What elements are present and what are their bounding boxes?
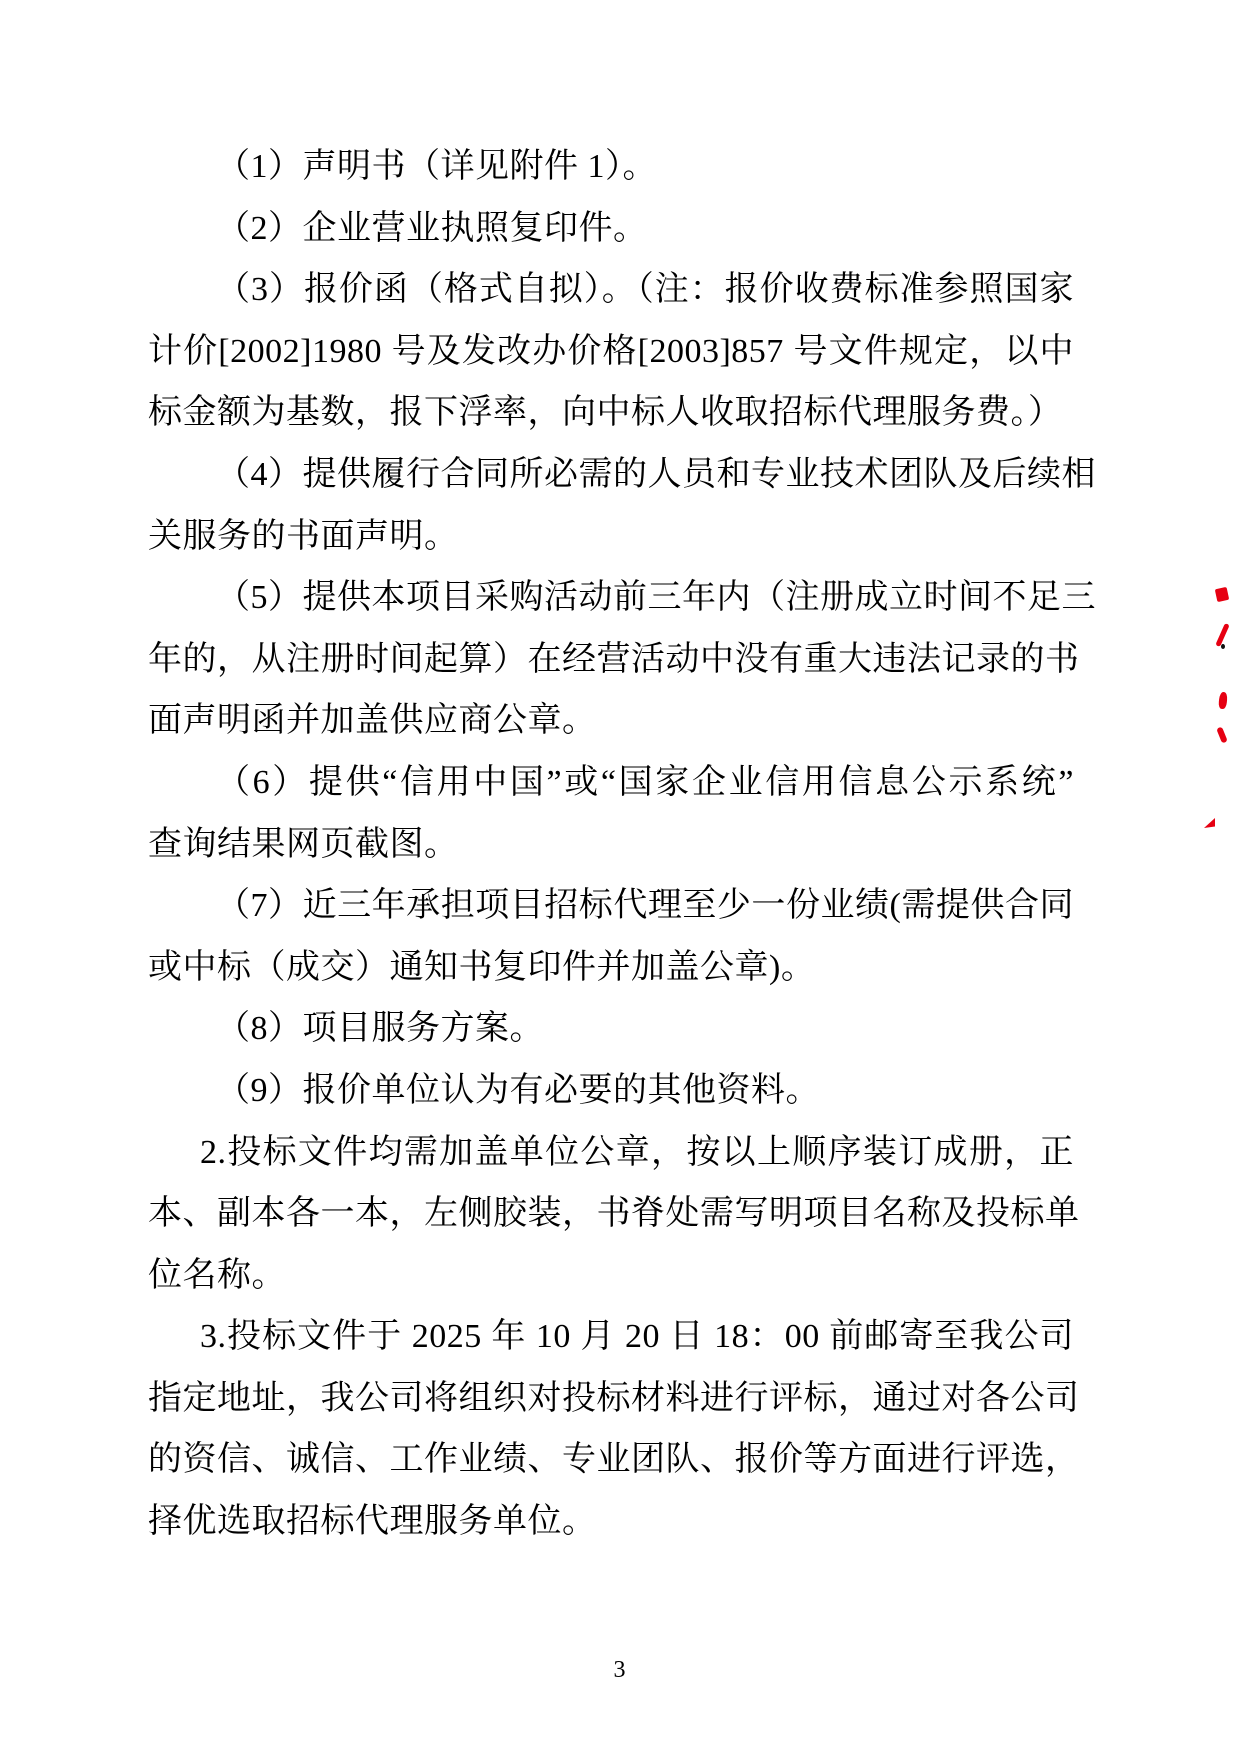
- red-ink-artifact: [1215, 587, 1229, 602]
- text-line: （7）近三年承担项目招标代理至少一份业绩(需提供合同: [216, 887, 1074, 925]
- speck-artifact: [1221, 644, 1225, 649]
- text-line: （5）提供本项目采购活动前三年内（注册成立时间不足三: [216, 579, 1096, 617]
- text-line: 择优选取招标代理服务单位。: [148, 1503, 597, 1541]
- text-line: 3.投标文件于 2025 年 10 月 20 日 18：00 前邮寄至我公司: [200, 1318, 1074, 1356]
- text-line: 面声明函并加盖供应商公章。: [148, 702, 597, 740]
- text-line: （2）企业营业执照复印件。: [216, 209, 648, 247]
- red-ink-artifact: [1216, 726, 1228, 743]
- text-line: 位名称。: [148, 1256, 286, 1294]
- red-ink-artifact: [1204, 818, 1215, 828]
- text-line: 指定地址，我公司将组织对投标材料进行评标，通过对各公司: [148, 1379, 1080, 1417]
- red-ink-artifact: [1218, 692, 1228, 710]
- text-line: 年的，从注册时间起算）在经营活动中没有重大违法记录的书: [148, 640, 1080, 678]
- page-number: 3: [613, 1657, 626, 1683]
- text-line: （6）提供“信用中国”或“国家企业信用信息公示系统”: [216, 763, 1074, 801]
- text-line: 或中标（成交）通知书复印件并加盖公章)。: [148, 948, 816, 986]
- text-line: 本、副本各一本，左侧胶装，书脊处需写明项目名称及投标单: [148, 1195, 1080, 1233]
- text-line: 关服务的书面声明。: [148, 517, 459, 555]
- text-line: 标金额为基数，报下浮率，向中标人收取招标代理服务费。）: [148, 394, 1063, 432]
- text-line: （9）报价单位认为有必要的其他资料。: [216, 1071, 820, 1109]
- text-line: 查询结果网页截图。: [148, 825, 459, 863]
- text-line: （1）声明书（详见附件 1）。: [216, 148, 657, 185]
- text-line: 的资信、诚信、工作业绩、专业团队、报价等方面进行评选，: [148, 1441, 1080, 1479]
- text-line: 计价[2002]1980 号及发改办价格[2003]857 号文件规定，以中: [148, 332, 1074, 370]
- text-line: （8）项目服务方案。: [216, 1010, 544, 1048]
- text-line: （4）提供履行合同所必需的人员和专业技术团队及后续相: [216, 455, 1096, 493]
- document-body: [148, 136, 1096, 1553]
- text-line: （3）报价函（格式自拟）。（注：报价收费标准参照国家: [216, 271, 1074, 309]
- text-line: 2.投标文件均需加盖单位公章，按以上顺序装订成册，正: [200, 1133, 1074, 1171]
